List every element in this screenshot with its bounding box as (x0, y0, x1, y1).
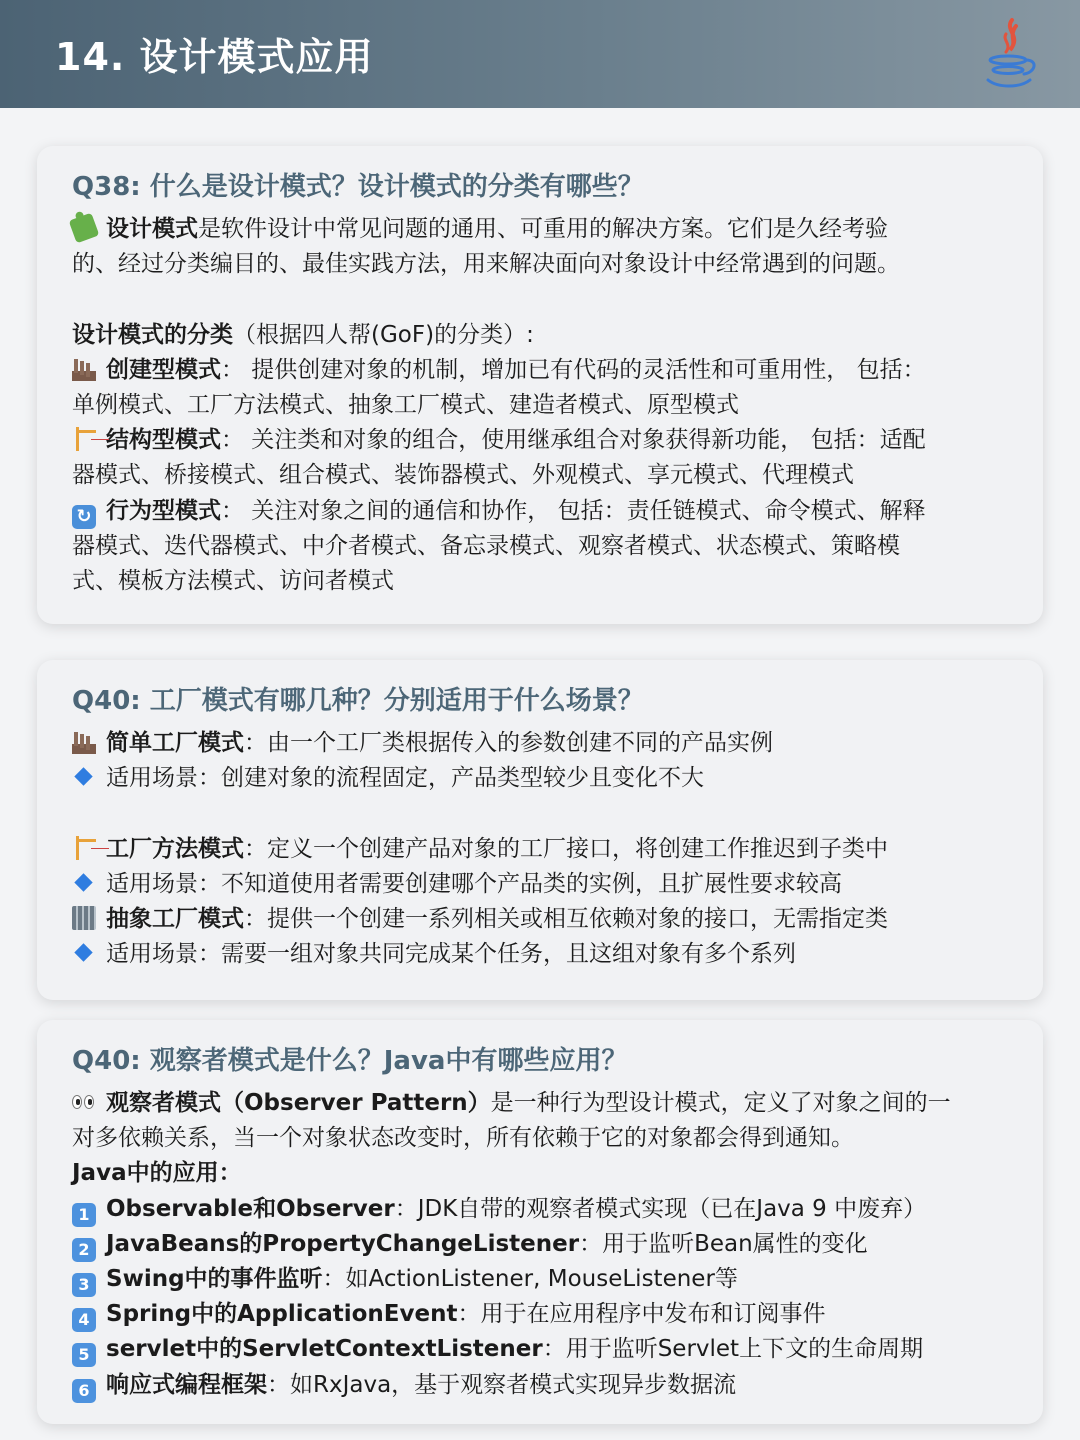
factory-icon (72, 357, 96, 381)
scene-text: 适用场景：创建对象的流程固定，产品类型较少且变化不大 (106, 765, 704, 792)
item-text: ：用于在应用程序中发布和订阅事件 (457, 1301, 826, 1328)
simple-factory-scene (72, 761, 1015, 796)
construction-crane-icon (72, 836, 96, 860)
intro-line-2: 的、经过分类编目的、最佳实践方法，用来解决面向对象设计中经常遇到的问题。 (72, 251, 900, 278)
abstract-factory-scene (72, 937, 1015, 972)
java-logo-icon (982, 16, 1038, 92)
item-text: ：用于监听Bean属性的变化 (579, 1230, 868, 1257)
item-term: Observable和Observer (106, 1195, 395, 1222)
behavioral-line (72, 494, 1015, 529)
puzzle-icon (69, 213, 100, 244)
list-item (72, 1192, 1015, 1227)
number-1-icon: 1 (72, 1203, 96, 1227)
scene-text: 适用场景：不知道使用者需要创建哪个产品类的实例，且扩展性要求较高 (106, 870, 842, 897)
item-term: Swing中的事件监听 (106, 1266, 323, 1293)
observer-term: 观察者模式（Observer Pattern） (106, 1090, 491, 1116)
observer-intro-line (72, 1086, 1015, 1121)
behavioral-line-3: 式、模板方法模式、访问者模式 (72, 568, 394, 595)
creational-text: ： 提供创建对象的机制，增加已有代码的灵活性和可重用性， 包括： (221, 356, 926, 383)
list-item (72, 1368, 1015, 1403)
eyes-icon (72, 1090, 96, 1114)
blue-diamond-icon (72, 765, 96, 789)
cycle-arrows-icon: ↻ (72, 505, 96, 529)
list-item (72, 1262, 1015, 1297)
number-6-icon: 6 (72, 1379, 96, 1403)
item-term: Spring中的ApplicationEvent (106, 1301, 458, 1328)
intro-line (72, 212, 1015, 247)
factory-method-line (72, 832, 1015, 867)
list-item (72, 1227, 1015, 1262)
item-text: ：如ActionListener, MouseListener等 (322, 1266, 738, 1293)
number-5-icon: 5 (72, 1343, 96, 1367)
item-term: servlet中的ServletContextListener (106, 1336, 543, 1363)
header-banner (0, 0, 1080, 108)
structural-text: ： 关注类和对象的组合，使用继承组合对象获得新功能， 包括：适配 (221, 427, 926, 454)
question-heading: Q40: 工厂模式有哪几种？分别适用于什么场景？ (72, 686, 644, 716)
item-term: JavaBeans的PropertyChangeListener (106, 1230, 580, 1257)
creational-line (72, 353, 1015, 388)
classification-line (72, 318, 1015, 353)
behavioral-term: 行为型模式 (106, 497, 221, 524)
card-observer-pattern (37, 1020, 1043, 1424)
structural-line (72, 423, 1015, 458)
number-3-icon: 3 (72, 1273, 96, 1297)
structural-line-2: 器模式、桥接模式、组合模式、装饰器模式、外观模式、享元模式、代理模式 (72, 462, 854, 489)
structural-term: 结构型模式 (106, 427, 221, 454)
factory-method-scene (72, 867, 1015, 902)
classification-text: （根据四人帮(GoF)的分类）: (233, 321, 534, 348)
behavioral-text: ： 关注对象之间的通信和协作， 包括：责任链模式、命令模式、解释 (221, 497, 926, 524)
item-text: ：用于监听Servlet上下文的生命周期 (542, 1336, 924, 1363)
item-text: ：JDK自带的观察者模式实现（已在Java 9 中废弃） (394, 1195, 927, 1222)
java-apps-heading: Java中的应用： (72, 1160, 242, 1187)
factory-method-text: ：定义一个创建产品对象的工厂接口，将创建工作推迟到子类中 (244, 835, 888, 862)
abstract-factory-term: 抽象工厂模式 (106, 906, 244, 932)
question-heading: Q40: 观察者模式是什么？Java中有哪些应用？ (72, 1046, 628, 1076)
simple-factory-line (72, 726, 1015, 761)
creational-term: 创建型模式 (106, 356, 221, 383)
observer-intro-line-2: 对多依赖关系，当一个对象状态改变时，所有依赖于它的对象都会得到通知。 (72, 1125, 854, 1152)
page-title: 14. 设计模式应用 (55, 35, 374, 79)
blue-diamond-icon (72, 941, 96, 965)
item-text: ：如RxJava，基于观察者模式实现异步数据流 (267, 1371, 737, 1398)
number-4-icon: 4 (72, 1308, 96, 1332)
card-design-patterns (37, 146, 1043, 624)
building-icon (72, 906, 96, 930)
blue-diamond-icon (72, 871, 96, 895)
question-heading: Q38: 什么是设计模式？设计模式的分类有哪些？ (72, 172, 644, 202)
list-item (72, 1332, 1015, 1367)
classification-term: 设计模式的分类 (72, 321, 233, 348)
factory-method-term: 工厂方法模式 (106, 835, 244, 862)
creational-line-2: 单例模式、工厂方法模式、抽象工厂模式、建造者模式、原型模式 (72, 392, 739, 418)
simple-factory-text: ：由一个工厂类根据传入的参数创建不同的产品实例 (244, 730, 773, 756)
number-2-icon: 2 (72, 1238, 96, 1262)
abstract-factory-text: ：提供一个创建一系列相关或相互依赖对象的接口，无需指定类 (244, 906, 888, 932)
factory-icon (72, 730, 96, 754)
item-term: 响应式编程框架 (106, 1371, 267, 1398)
intro-term: 设计模式 (106, 216, 198, 242)
list-item (72, 1297, 1015, 1332)
scene-text: 适用场景：需要一组对象共同完成某个任务，且这组对象有多个系列 (106, 941, 796, 968)
simple-factory-term: 简单工厂模式 (106, 730, 244, 756)
observer-text: 是一种行为型设计模式，定义了对象之间的一 (490, 1090, 951, 1116)
intro-text: 是软件设计中常见问题的通用、可重用的解决方案。它们是久经考验 (198, 216, 888, 242)
abstract-factory-line (72, 902, 1015, 937)
behavioral-line-2: 器模式、迭代器模式、中介者模式、备忘录模式、观察者模式、状态模式、策略模 (72, 532, 900, 559)
construction-crane-icon (72, 427, 96, 451)
card-factory-patterns (37, 660, 1043, 1000)
